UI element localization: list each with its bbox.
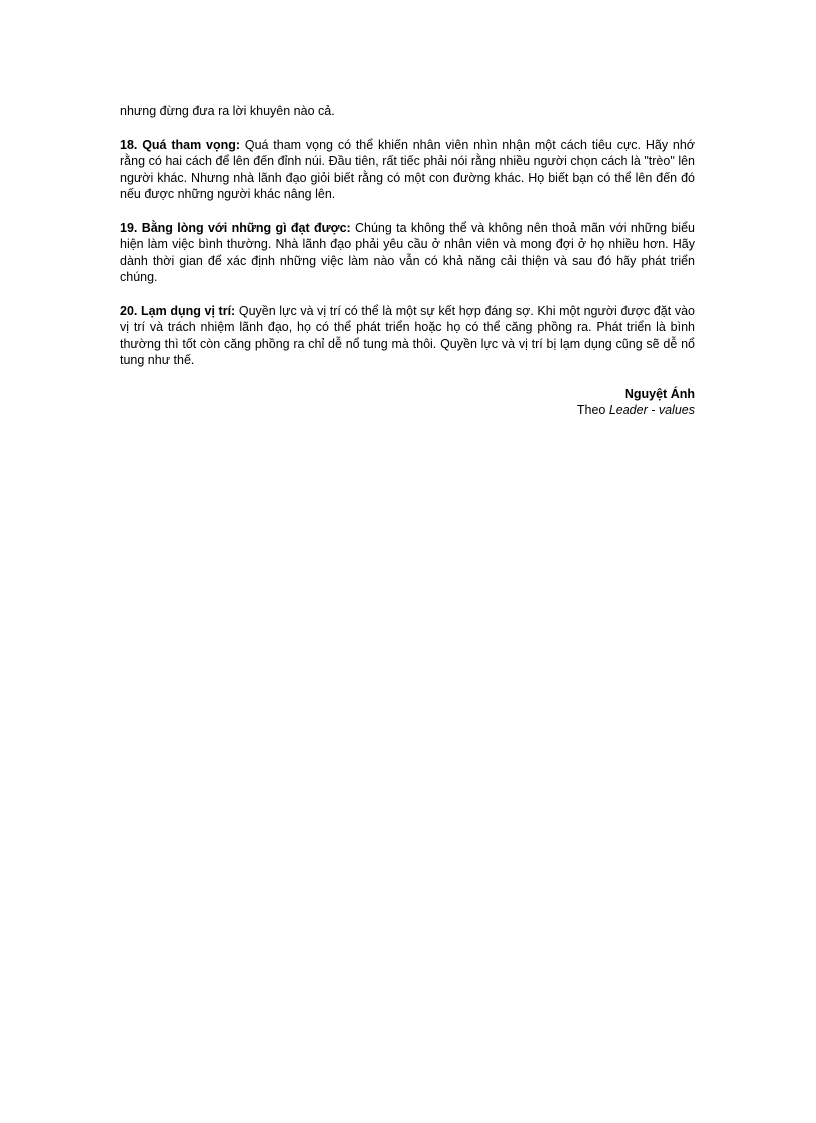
signature-block (120, 386, 695, 419)
item-paragraph-18 (120, 137, 695, 203)
source-line (120, 402, 695, 419)
intro-paragraph (120, 103, 695, 120)
item-body-20: Quyền lực và vị trí có thể là một sự kết hợp đáng sợ. Khi một người được đặt vào vị trí và trách nhiệm lãnh đạo, họ có thể phát triển hoặc họ có thể căng phồng ra. Phát triển là bình thường thì tốt còn căng phồng ra chỉ dễ nổ tung mà thôi. Quyền lực và vị trí bị lạm dụng cũng sẽ dễ nổ tung như thế. (120, 303, 695, 367)
intro-text: nhưng đừng đưa ra lời khuyên nào cả. (120, 104, 335, 118)
item-body-18: Quá tham vọng có thể khiến nhân viên nhìn nhận một cách tiêu cực. Hãy nhớ rằng có hai cách để lên đến đỉnh núi. Đầu tiên, rất tiếc phải nói rằng nhiều người chọn cách là "trèo" lên người khác. Nhưng nhà lãnh đạo giỏi biết rằng có một con đường khác. Họ biết bạn có thể lên đến đó nếu được những người khác nâng lên. (120, 137, 695, 201)
item-body-19: Chúng ta không thể và không nên thoả mãn với những biểu hiện làm việc bình thường. Nhà lãnh đạo phải yêu cầu ở nhân viên và mong đợi ở họ nhiều hơn. Hãy dành thời gian để xác định những việc làm nào vẫn có khả năng cải thiện và sau đó hãy phát triển chúng. (120, 220, 695, 284)
item-heading-19: 19. Bằng lòng với những gì đạt được: (120, 220, 351, 235)
author-name: Nguyệt Ánh (624, 386, 695, 401)
source-prefix: Theo (576, 403, 609, 417)
source-title: Leader - values (608, 403, 695, 417)
item-paragraph-20 (120, 303, 695, 369)
document-body (120, 103, 695, 419)
item-heading-20: 20. Lạm dụng vị trí: (120, 303, 236, 318)
item-paragraph-19 (120, 220, 695, 286)
item-heading-18: 18. Quá tham vọng: (120, 137, 241, 152)
